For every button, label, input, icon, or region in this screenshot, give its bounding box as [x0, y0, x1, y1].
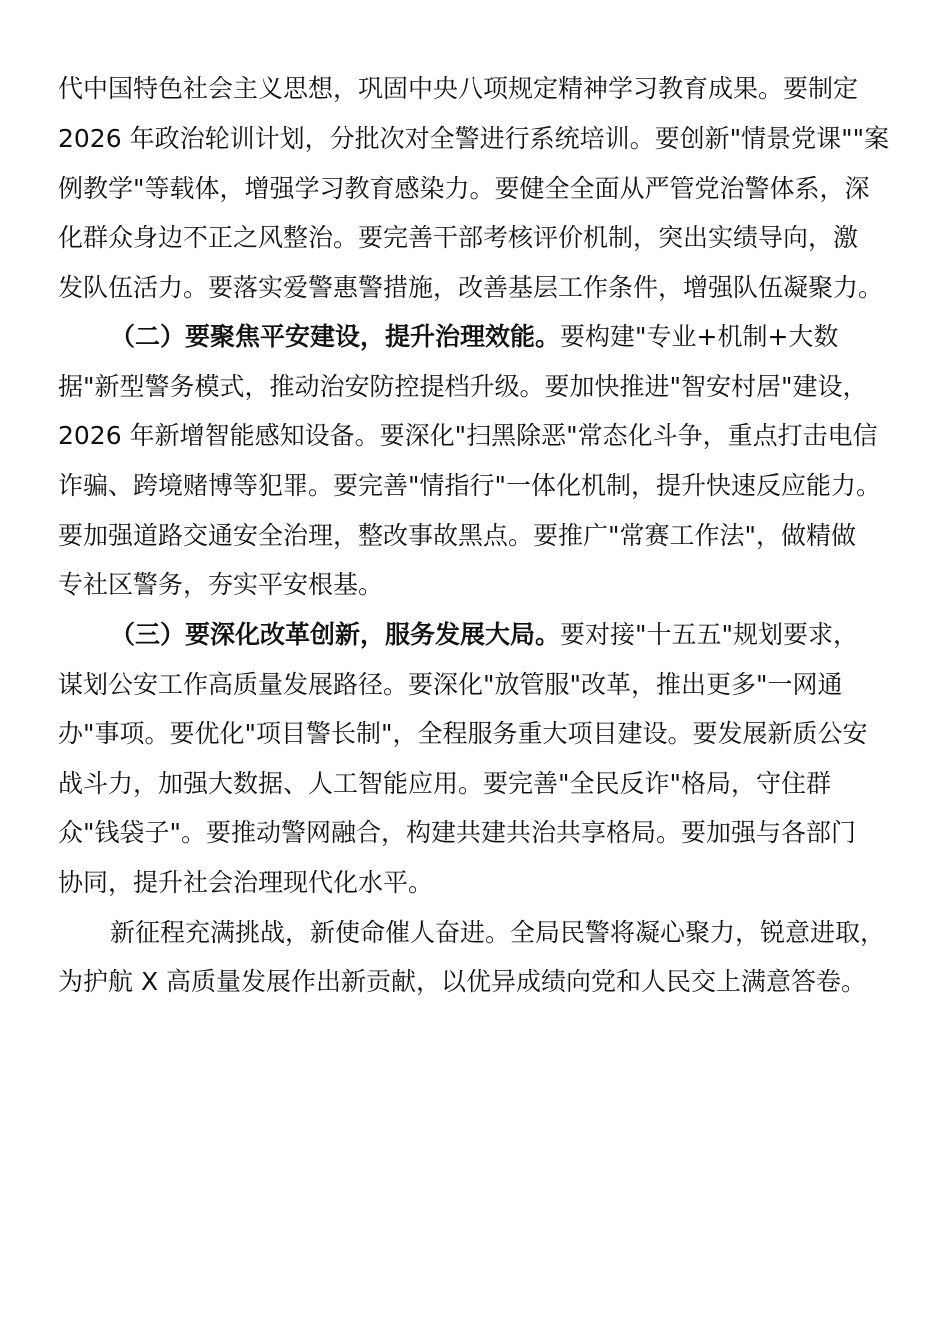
closing-line: 为护航 X 高质量发展作出新贡献，以优异成绩向党和人民交上满意答卷。 — [58, 967, 867, 996]
body-line: 众"钱袋子"。要推动警网融合，构建共建共治共享格局。要加强与各部门 — [58, 818, 857, 847]
body-line: 化群众身边不正之风整治。要完善干部考核评价机制，突出实绩导向，激 — [58, 223, 859, 252]
body-line: 例教学"等载体，增强学习教育感染力。要健全全面从严管党治警体系，深 — [58, 174, 870, 203]
body-line: 办"事项。要优化"项目警长制"，全程服务重大项目建设。要发展新质公安 — [58, 719, 868, 748]
body-line: 专社区警务，夯实平安根基。 — [58, 570, 384, 599]
closing-first-line: 新征程充满挑战，新使命催人奋进。全局民警将凝心聚力，锐意进取， — [110, 918, 886, 947]
body-line: 代中国特色社会主义思想，巩固中央八项规定精神学习教育成果。要制定 — [58, 74, 859, 103]
body-line: 发队伍活力。要落实爱警惠警措施，改善基层工作条件，增强队伍凝聚力。 — [58, 273, 884, 302]
section-text: 要对接"十五五"规划要求， — [560, 620, 859, 649]
section-3-first-line — [110, 610, 858, 660]
body-line: 协同，提升社会治理现代化水平。 — [58, 868, 434, 897]
section-heading: （二）要聚焦平安建设，提升治理效能。 — [110, 322, 561, 351]
section-heading: （三）要深化改革创新，服务发展大局。 — [110, 620, 561, 649]
body-line: 谋划公安工作高质量发展路径。要深化"放管服"改革，推出更多"一网通 — [58, 670, 843, 699]
body-line: 2026 年新增智能感知设备。要深化"扫黑除恶"常态化斗争，重点打击电信 — [58, 421, 878, 450]
body-line: 2026 年政治轮训计划，分批次对全警进行系统培训。要创新"情景党课""案 — [58, 124, 890, 153]
section-text: 要构建"专业+机制+大数 — [560, 322, 839, 351]
body-line: 诈骗、跨境赌博等犯罪。要完善"情指行"一体化机制，提升快速反应能力。 — [58, 471, 882, 500]
section-2-first-line — [110, 312, 838, 362]
body-line: 战斗力，加强大数据、人工智能应用。要完善"全民反诈"格局，守住群 — [58, 769, 832, 798]
body-line: 要加强道路交通安全治理，整改事故黑点。要推广"常赛工作法"，做精做 — [58, 521, 857, 550]
body-line: 据"新型警务模式，推动治安防控提档升级。要加快推进"智安村居"建设， — [58, 372, 868, 401]
